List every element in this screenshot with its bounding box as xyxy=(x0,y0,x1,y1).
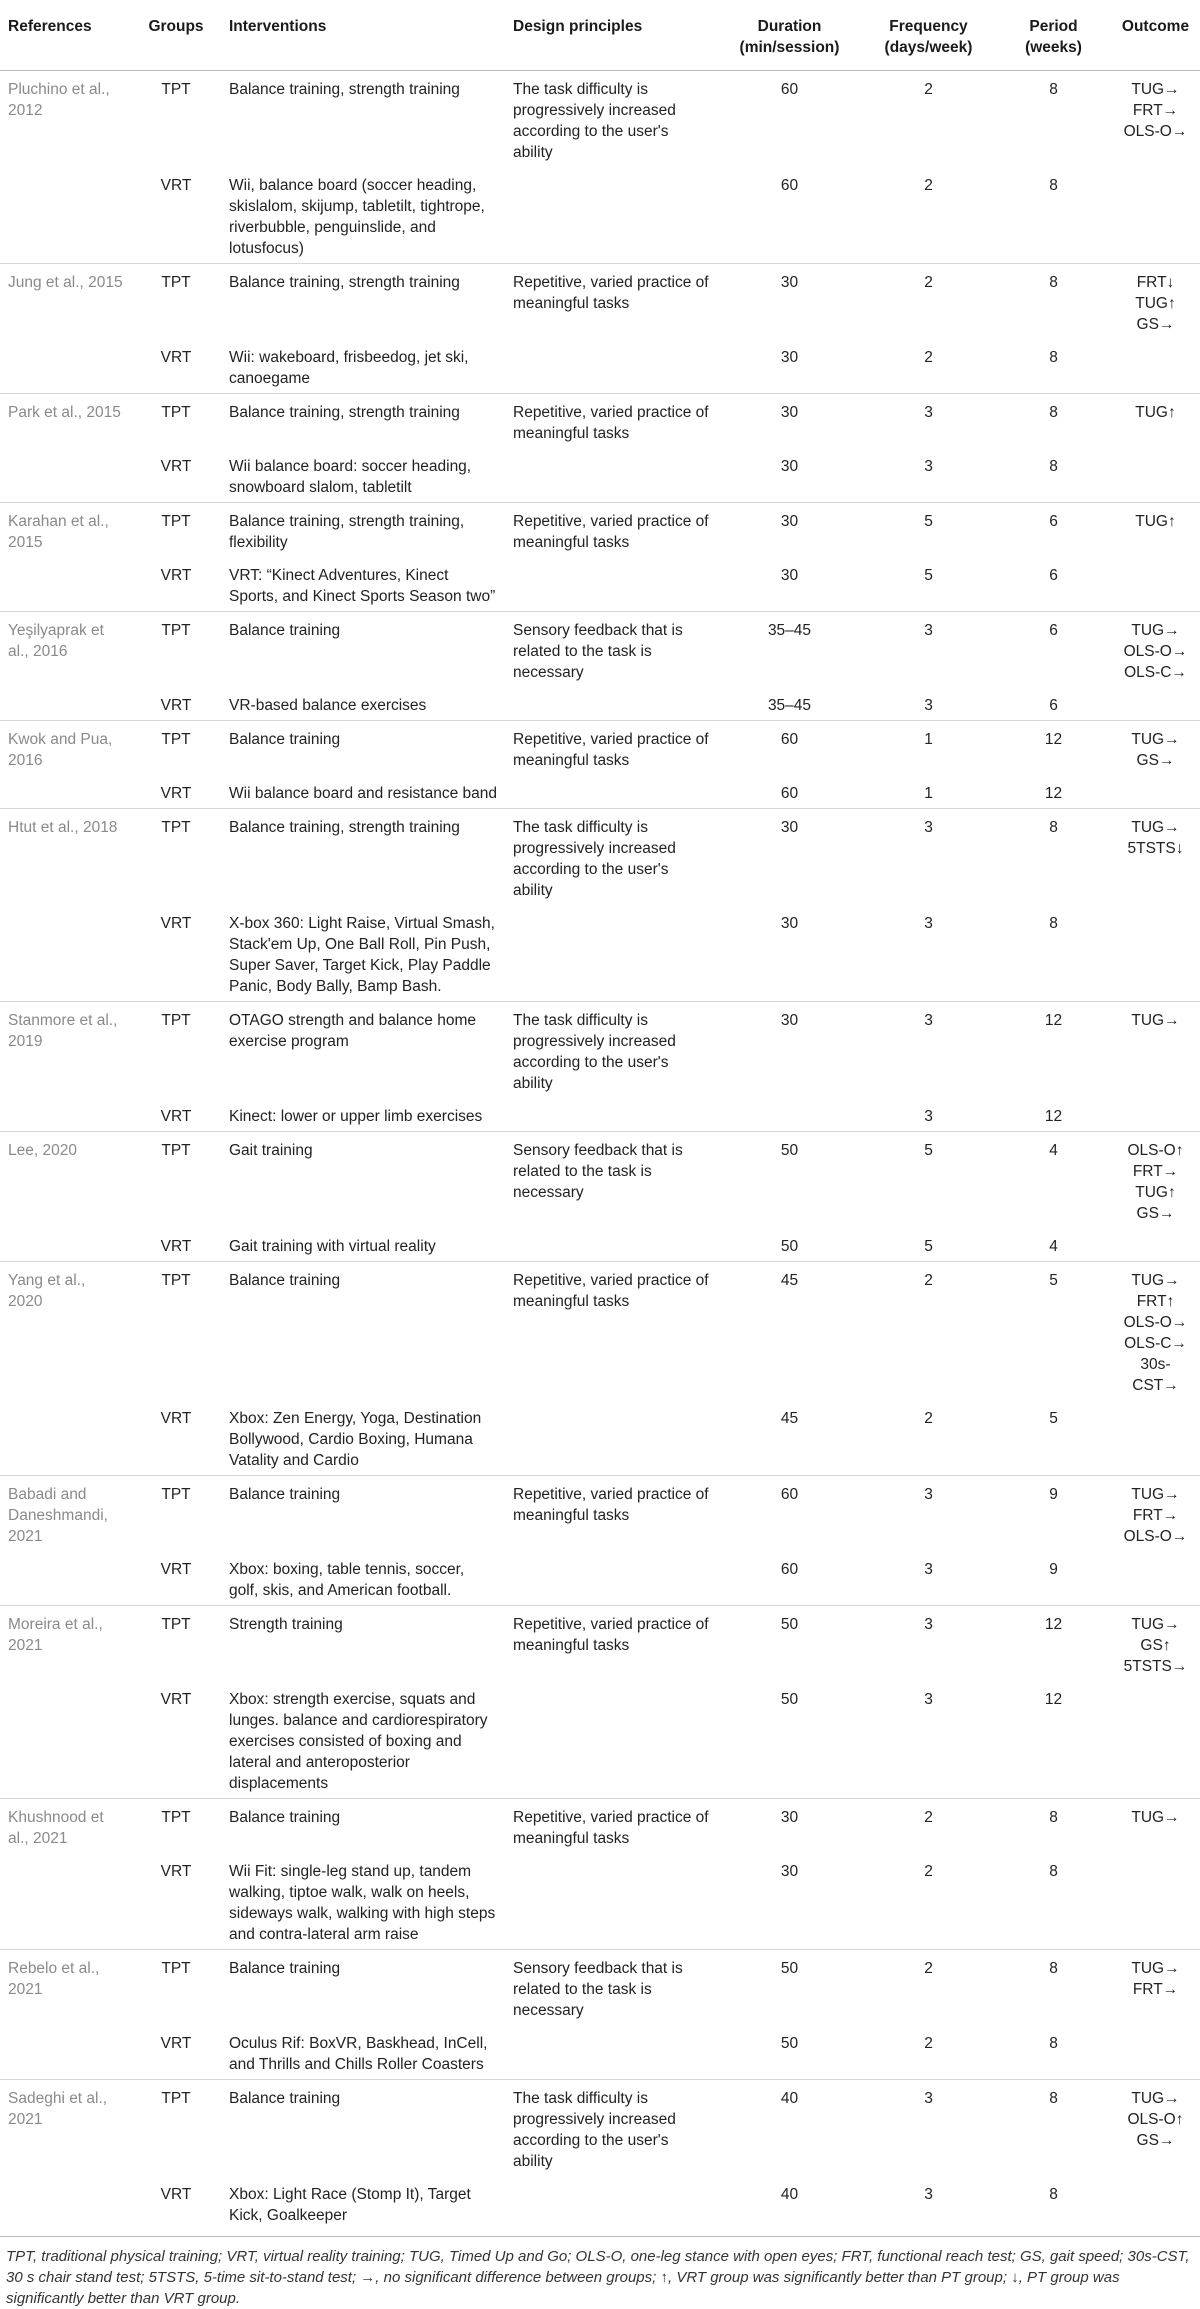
reference-cell: Kwok and Pua, 2016 xyxy=(0,721,131,776)
header-groups: Groups xyxy=(131,0,221,71)
frequency-cell: 5 xyxy=(861,503,996,558)
duration-cell: 30 xyxy=(718,264,861,340)
design-principles-cell: Repetitive, varied practice of meaningful tasks xyxy=(505,503,718,558)
table-header xyxy=(0,0,1200,71)
reference-cell: Moreira et al., 2021 xyxy=(0,1606,131,1682)
reference-cell xyxy=(0,1400,131,1476)
frequency-cell: 3 xyxy=(861,809,996,906)
interventions-cell: Gait training with virtual reality xyxy=(229,1238,436,1255)
header-interventions: Interventions xyxy=(221,0,505,71)
period-cell: 9 xyxy=(1049,1561,1058,1578)
period-cell: 8 xyxy=(1049,177,1058,194)
duration-cell: 50 xyxy=(780,1238,799,1255)
duration-cell: 60 xyxy=(780,785,799,802)
table-row xyxy=(0,167,1200,264)
design-principles-cell xyxy=(505,167,718,264)
frequency-cell: 3 xyxy=(861,394,996,449)
period-cell: 8 xyxy=(996,809,1111,906)
interventions-cell: Gait training xyxy=(221,1132,505,1229)
design-principles-cell: The task difficulty is progressively increased according to the user's ability xyxy=(505,809,718,906)
period-cell: 8 xyxy=(1049,81,1058,98)
table-body xyxy=(0,71,1200,2231)
reference-cell xyxy=(0,775,131,809)
header-frequency: Frequency (days/week) xyxy=(861,0,996,71)
duration-cell: 35–45 xyxy=(718,612,861,688)
frequency-cell: 2 xyxy=(924,2035,933,2052)
outcome-cell xyxy=(1111,448,1200,503)
reference-cell: Rebelo et al., 2021 xyxy=(0,1950,131,2026)
duration-cell: 30 xyxy=(780,349,799,366)
interventions-cell: Kinect: lower or upper limb exercises xyxy=(229,1108,483,1125)
interventions-cell: Wii Fit: single-leg stand up, tandem walking, tiptoe walk, walk on heels, sideways walk, walking with high steps and contra-lateral arm raise xyxy=(229,1863,496,1943)
table-row xyxy=(0,503,1200,558)
table-row xyxy=(0,905,1200,1002)
group-cell: VRT xyxy=(160,915,192,932)
outcome-cell xyxy=(1111,167,1200,264)
interventions-cell: Balance training xyxy=(221,612,505,688)
design-principles-cell xyxy=(505,1228,718,1262)
duration-cell: 50 xyxy=(780,2035,799,2052)
table-row xyxy=(0,687,1200,721)
group-cell: TPT xyxy=(131,1132,221,1229)
table-row xyxy=(0,394,1200,449)
period-cell: 6 xyxy=(996,503,1111,558)
table-row xyxy=(0,1950,1200,2026)
period-cell: 8 xyxy=(1049,915,1058,932)
interventions-cell: VR-based balance exercises xyxy=(229,697,427,714)
frequency-cell: 2 xyxy=(924,349,933,366)
outcome-cell: TUG→ FRT→ OLS-O→ xyxy=(1111,1476,1200,1552)
reference-cell xyxy=(0,1551,131,1606)
table-row xyxy=(0,1132,1200,1229)
frequency-cell: 3 xyxy=(924,915,933,932)
frequency-cell: 2 xyxy=(924,1410,933,1427)
reference-cell: Pluchino et al., 2012 xyxy=(8,81,110,119)
duration-cell: 60 xyxy=(718,721,861,776)
period-cell: 12 xyxy=(1044,785,1063,802)
frequency-cell: 2 xyxy=(861,1950,996,2026)
outcome-cell: TUG→ OLS-O→ OLS-C→ xyxy=(1111,612,1200,688)
outcome-cell xyxy=(1111,775,1200,809)
outcome-cell: TUG→ xyxy=(1111,1799,1200,1854)
reference-cell: Htut et al., 2018 xyxy=(0,809,131,906)
table-row xyxy=(0,612,1200,688)
interventions-cell: Balance training xyxy=(221,1799,505,1854)
outcome-cell xyxy=(1111,1228,1200,1262)
reference-cell xyxy=(0,557,131,612)
table-row xyxy=(0,2176,1200,2230)
outcome-cell: FRT↓ TUG↑ GS→ xyxy=(1111,264,1200,340)
frequency-cell: 3 xyxy=(861,612,996,688)
reference-cell: Khushnood et al., 2021 xyxy=(0,1799,131,1854)
group-cell: TPT xyxy=(131,1950,221,2026)
design-principles-cell xyxy=(505,339,718,394)
frequency-cell: 3 xyxy=(924,458,933,475)
period-cell: 8 xyxy=(996,1950,1111,2026)
period-cell: 5 xyxy=(996,1262,1111,1401)
period-cell: 8 xyxy=(1049,1863,1058,1880)
interventions-cell: Balance training xyxy=(221,1950,505,2026)
design-principles-cell xyxy=(505,1098,718,1132)
outcome-cell xyxy=(1111,1681,1200,1799)
design-principles-cell xyxy=(505,557,718,612)
duration-cell: 45 xyxy=(780,1410,799,1427)
interventions-cell: Balance training, strength training xyxy=(221,394,505,449)
group-cell: TPT xyxy=(131,1799,221,1854)
duration-cell: 30 xyxy=(718,1799,861,1854)
group-cell: VRT xyxy=(160,785,192,802)
duration-cell: 45 xyxy=(718,1262,861,1401)
outcome-cell xyxy=(1111,905,1200,1002)
duration-cell: 40 xyxy=(780,2186,799,2203)
reference-cell xyxy=(0,1681,131,1799)
design-principles-cell: Repetitive, varied practice of meaningful tasks xyxy=(505,1606,718,1682)
outcome-cell xyxy=(1111,687,1200,721)
design-principles-cell xyxy=(505,1681,718,1799)
period-cell: 6 xyxy=(996,612,1111,688)
reference-cell: Yeşilyaprak et al., 2016 xyxy=(0,612,131,688)
table-row xyxy=(0,809,1200,906)
header-references: References xyxy=(0,0,131,71)
duration-cell: 30 xyxy=(780,458,799,475)
design-principles-cell: Repetitive, varied practice of meaningful tasks xyxy=(505,264,718,340)
outcome-cell: TUG→ GS↑ 5TSTS→ xyxy=(1111,1606,1200,1682)
period-cell: 8 xyxy=(996,264,1111,340)
interventions-cell: Wii: wakeboard, frisbeedog, jet ski, canoegame xyxy=(229,349,469,387)
design-principles-cell: Repetitive, varied practice of meaningful tasks xyxy=(505,1262,718,1401)
design-principles-cell: Repetitive, varied practice of meaningful tasks xyxy=(505,394,718,449)
frequency-cell: 2 xyxy=(861,1799,996,1854)
duration-cell: 35–45 xyxy=(767,697,812,714)
frequency-cell: 2 xyxy=(861,264,996,340)
design-principles-cell: Repetitive, varied practice of meaningful tasks xyxy=(505,1476,718,1552)
interventions-cell: Balance training, strength training, flexibility xyxy=(221,503,505,558)
frequency-cell: 3 xyxy=(924,697,933,714)
reference-cell xyxy=(0,167,131,264)
header-outcome: Outcome xyxy=(1111,0,1200,71)
table-row xyxy=(0,339,1200,394)
design-principles-cell: The task difficulty is progressively increased according to the user's ability xyxy=(513,81,676,161)
reference-cell xyxy=(0,1098,131,1132)
duration-cell: 30 xyxy=(780,1863,799,1880)
frequency-cell: 3 xyxy=(924,2186,933,2203)
reference-cell: Sadeghi et al., 2021 xyxy=(0,2080,131,2177)
outcome-cell: TUG↑ xyxy=(1111,503,1200,558)
outcome-cell xyxy=(1111,339,1200,394)
frequency-cell: 5 xyxy=(861,1132,996,1229)
duration-cell: 60 xyxy=(780,177,799,194)
duration-cell: 50 xyxy=(780,1691,799,1708)
table-footnote: TPT, traditional physical training; VRT, virtual reality training; TUG, Timed Up and Go; OLS-O, one-leg stance with open eyes; FRT, functional reach test; GS, gait speed; 30s-CST, 30 s chair stand test; 5TSTS, 5-time sit-to-stand test; →, no significant difference between groups; ↑, VRT group was significantly better than PT group; ↓, PT group was significantly better than VRT group. xyxy=(0,2236,1200,2309)
outcome-cell: TUG↑ xyxy=(1111,394,1200,449)
frequency-cell: 3 xyxy=(861,1606,996,1682)
outcome-cell: TUG→ 5TSTS↓ xyxy=(1111,809,1200,906)
reference-cell xyxy=(0,1853,131,1950)
design-principles-cell xyxy=(505,1551,718,1606)
design-principles-cell xyxy=(505,687,718,721)
table-row xyxy=(0,1228,1200,1262)
header-period: Period (weeks) xyxy=(996,0,1111,71)
reference-cell: Stanmore et al., 2019 xyxy=(0,1002,131,1099)
period-cell: 8 xyxy=(996,394,1111,449)
reference-cell xyxy=(0,2025,131,2080)
duration-cell: 60 xyxy=(718,1476,861,1552)
design-principles-cell: Sensory feedback that is related to the task is necessary xyxy=(505,1132,718,1229)
reference-cell: Babadi and Daneshmandi, 2021 xyxy=(0,1476,131,1552)
group-cell: TPT xyxy=(131,264,221,340)
duration-cell: 30 xyxy=(718,809,861,906)
table-row xyxy=(0,1681,1200,1799)
table-row xyxy=(0,1002,1200,1099)
outcome-cell xyxy=(1111,2176,1200,2230)
outcome-cell: TUG→ FRT→ xyxy=(1111,1950,1200,2026)
table-row xyxy=(0,1799,1200,1854)
table-row xyxy=(0,1476,1200,1552)
interventions-cell: Xbox: strength exercise, squats and lunges. balance and cardiorespiratory exercises consisted of boxing and lateral and anteroposterior displacements xyxy=(229,1691,488,1792)
duration-cell: 30 xyxy=(780,567,799,584)
group-cell: TPT xyxy=(131,1002,221,1099)
table-row xyxy=(0,1262,1200,1401)
period-cell: 4 xyxy=(1049,1238,1058,1255)
group-cell: VRT xyxy=(160,177,192,194)
period-cell: 8 xyxy=(1049,2186,1058,2203)
group-cell: VRT xyxy=(160,1561,192,1578)
group-cell: VRT xyxy=(160,1863,192,1880)
design-principles-cell: Repetitive, varied practice of meaningful tasks xyxy=(505,1799,718,1854)
design-principles-cell xyxy=(505,448,718,503)
group-cell: VRT xyxy=(160,2186,192,2203)
duration-cell: 50 xyxy=(718,1950,861,2026)
duration-cell: 30 xyxy=(780,915,799,932)
table-row xyxy=(0,2080,1200,2177)
design-principles-cell: The task difficulty is progressively increased according to the user's ability xyxy=(505,1002,718,1099)
frequency-cell: 3 xyxy=(861,2080,996,2177)
interventions-cell: Wii balance board: soccer heading, snowboard slalom, tabletilt xyxy=(229,458,472,496)
table-row xyxy=(0,1606,1200,1682)
design-principles-cell xyxy=(505,2176,718,2230)
period-cell: 12 xyxy=(996,721,1111,776)
interventions-cell: OTAGO strength and balance home exercise program xyxy=(221,1002,505,1099)
group-cell: VRT xyxy=(160,1691,192,1708)
duration-cell: 40 xyxy=(718,2080,861,2177)
duration-cell: 50 xyxy=(718,1606,861,1682)
group-cell: VRT xyxy=(160,1410,192,1427)
outcome-cell xyxy=(1111,557,1200,612)
period-cell: 12 xyxy=(996,1606,1111,1682)
group-cell: VRT xyxy=(160,567,192,584)
outcome-cell: TUG→ xyxy=(1111,1002,1200,1099)
design-principles-cell xyxy=(505,905,718,1002)
reference-cell xyxy=(0,339,131,394)
design-principles-cell: The task difficulty is progressively increased according to the user's ability xyxy=(505,2080,718,2177)
interventions-cell: Balance training, strength training xyxy=(229,81,460,98)
header-row xyxy=(0,0,1200,71)
group-cell: VRT xyxy=(160,697,192,714)
group-cell: TPT xyxy=(131,2080,221,2177)
table-row xyxy=(0,557,1200,612)
reference-cell xyxy=(0,905,131,1002)
outcome-cell: TUG→ FRT↑ OLS-O→ OLS-C→ 30s-CST→ xyxy=(1111,1262,1200,1401)
frequency-cell: 2 xyxy=(924,81,933,98)
outcome-cell: TUG→ GS→ xyxy=(1111,721,1200,776)
period-cell: 12 xyxy=(996,1002,1111,1099)
interventions-cell: Oculus Rif: BoxVR, Baskhead, InCell, and Thrills and Chills Roller Coasters xyxy=(229,2035,488,2073)
frequency-cell: 3 xyxy=(924,1561,933,1578)
period-cell: 8 xyxy=(996,1799,1111,1854)
period-cell: 12 xyxy=(1044,1691,1063,1708)
period-cell: 8 xyxy=(996,2080,1111,2177)
period-cell: 8 xyxy=(1049,349,1058,366)
reference-cell: Karahan et al., 2015 xyxy=(0,503,131,558)
interventions-cell: Balance training, strength training xyxy=(221,809,505,906)
design-principles-cell xyxy=(505,1853,718,1950)
table-row xyxy=(0,1400,1200,1476)
header-design-principles: Design principles xyxy=(505,0,718,71)
table-row xyxy=(0,2025,1200,2080)
interventions-cell: Balance training xyxy=(221,2080,505,2177)
interventions-cell: X-box 360: Light Raise, Virtual Smash, Stack'em Up, One Ball Roll, Pin Push, Super Saver, Target Kick, Play Paddle Panic, Body Bally, Bamp Bash. xyxy=(229,915,495,995)
header-duration: Duration (min/session) xyxy=(718,0,861,71)
group-cell: VRT xyxy=(160,458,192,475)
outcome-cell: TUG→ FRT→ OLS-O→ xyxy=(1123,81,1188,140)
frequency-cell: 5 xyxy=(924,567,933,584)
duration-cell: 60 xyxy=(780,1561,799,1578)
group-cell: TPT xyxy=(131,612,221,688)
group-cell: TPT xyxy=(131,1476,221,1552)
reference-cell: Lee, 2020 xyxy=(0,1132,131,1229)
interventions-cell: Xbox: Light Race (Stomp It), Target Kick, Goalkeeper xyxy=(229,2186,471,2224)
period-cell: 9 xyxy=(996,1476,1111,1552)
duration-cell: 30 xyxy=(718,1002,861,1099)
table-row xyxy=(0,448,1200,503)
period-cell: 6 xyxy=(1049,567,1058,584)
reference-cell: Yang et al., 2020 xyxy=(0,1262,131,1401)
interventions-cell: Xbox: Zen Energy, Yoga, Destination Bollywood, Cardio Boxing, Humana Vatality and Cardio xyxy=(229,1410,482,1469)
interventions-cell: Balance training xyxy=(221,721,505,776)
group-cell: TPT xyxy=(131,1606,221,1682)
period-cell: 5 xyxy=(1049,1410,1058,1427)
frequency-cell: 3 xyxy=(924,1691,933,1708)
interventions-cell: Xbox: boxing, table tennis, soccer, golf, skis, and American football. xyxy=(229,1561,465,1599)
duration-cell: 30 xyxy=(718,394,861,449)
frequency-cell: 3 xyxy=(924,1108,933,1125)
group-cell: TPT xyxy=(131,394,221,449)
design-principles-cell xyxy=(505,2025,718,2080)
reference-cell xyxy=(0,448,131,503)
interventions-cell: Wii balance board and resistance band xyxy=(229,785,497,802)
interventions-cell: Balance training xyxy=(221,1262,505,1401)
reference-cell xyxy=(0,2176,131,2230)
frequency-cell: 3 xyxy=(861,1476,996,1552)
outcome-cell xyxy=(1111,2025,1200,2080)
outcome-cell xyxy=(1111,1551,1200,1606)
outcome-cell xyxy=(1111,1400,1200,1476)
frequency-cell: 1 xyxy=(861,721,996,776)
interventions-cell: Balance training xyxy=(221,1476,505,1552)
period-cell: 4 xyxy=(996,1132,1111,1229)
group-cell: TPT xyxy=(131,809,221,906)
design-principles-cell: Repetitive, varied practice of meaningful tasks xyxy=(505,721,718,776)
period-cell: 8 xyxy=(1049,458,1058,475)
duration-cell: 50 xyxy=(718,1132,861,1229)
reference-cell: Jung et al., 2015 xyxy=(0,264,131,340)
group-cell: TPT xyxy=(131,1262,221,1401)
table-row xyxy=(0,264,1200,340)
group-cell: VRT xyxy=(160,1238,192,1255)
design-principles-cell: Sensory feedback that is related to the task is necessary xyxy=(505,612,718,688)
reference-cell: Park et al., 2015 xyxy=(0,394,131,449)
duration-cell: 60 xyxy=(780,81,799,98)
design-principles-cell: Sensory feedback that is related to the task is necessary xyxy=(505,1950,718,2026)
reference-cell xyxy=(0,687,131,721)
outcome-cell: OLS-O↑ FRT→ TUG↑ GS→ xyxy=(1111,1132,1200,1229)
frequency-cell: 1 xyxy=(924,785,933,802)
group-cell: VRT xyxy=(160,2035,192,2052)
period-cell: 12 xyxy=(1044,1108,1063,1125)
outcome-cell: TUG→ OLS-O↑ GS→ xyxy=(1111,2080,1200,2177)
outcome-cell xyxy=(1111,1098,1200,1132)
interventions-cell: Wii, balance board (soccer heading, skislalom, skijump, tabletilt, tightrope, riverbubble, penguinslide, and lotusfocus) xyxy=(229,177,485,257)
group-cell: TPT xyxy=(131,503,221,558)
interventions-cell: Strength training xyxy=(221,1606,505,1682)
table-row xyxy=(0,1098,1200,1132)
table-row xyxy=(0,775,1200,809)
frequency-cell: 3 xyxy=(861,1002,996,1099)
frequency-cell: 2 xyxy=(924,177,933,194)
outcome-cell xyxy=(1111,1853,1200,1950)
group-cell: VRT xyxy=(160,349,192,366)
group-cell: TPT xyxy=(161,81,191,98)
duration-cell: 30 xyxy=(718,503,861,558)
period-cell: 6 xyxy=(1049,697,1058,714)
table-row xyxy=(0,1551,1200,1606)
table-row xyxy=(0,721,1200,776)
duration-cell xyxy=(718,1098,861,1132)
group-cell: VRT xyxy=(160,1108,192,1125)
reference-cell xyxy=(0,1228,131,1262)
table-row xyxy=(0,71,1200,168)
table-row xyxy=(0,1853,1200,1950)
period-cell: 8 xyxy=(1049,2035,1058,2052)
frequency-cell: 2 xyxy=(924,1863,933,1880)
frequency-cell: 5 xyxy=(924,1238,933,1255)
design-principles-cell xyxy=(505,775,718,809)
interventions-cell: Balance training, strength training xyxy=(221,264,505,340)
design-principles-cell xyxy=(505,1400,718,1476)
frequency-cell: 2 xyxy=(861,1262,996,1401)
group-cell: TPT xyxy=(131,721,221,776)
interventions-cell: VRT: “Kinect Adventures, Kinect Sports, and Kinect Sports Season two” xyxy=(229,567,496,605)
